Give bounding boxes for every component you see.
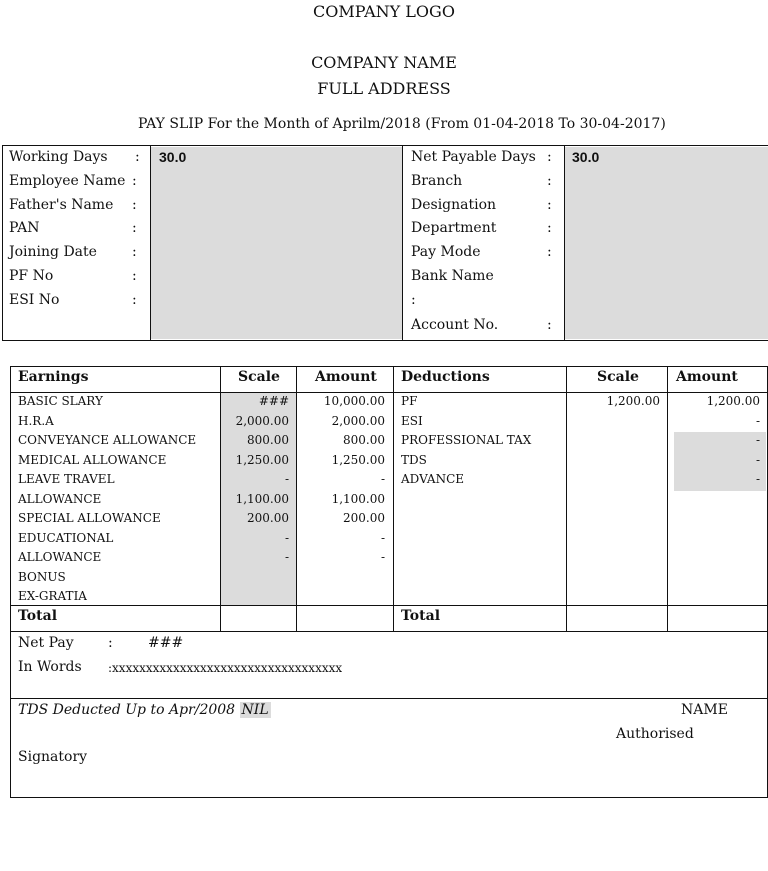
earnings-row-name: CONVEYANCE ALLOWANCE	[18, 433, 197, 447]
deductions-scale-header: Scale	[597, 369, 639, 385]
colon: :	[132, 268, 137, 284]
deductions-total-label: Total	[401, 608, 441, 624]
employee-left-values	[151, 147, 402, 339]
earnings-row-amount: 800.00	[343, 433, 385, 447]
in-words-label: In Words	[18, 659, 82, 675]
earnings-row-amount: -	[380, 472, 385, 486]
colon: :	[132, 292, 137, 308]
company-logo-text: COMPANY LOGO	[313, 2, 455, 21]
earnings-row-scale: -	[284, 531, 289, 545]
deductions-row-name: ADVANCE	[401, 472, 465, 486]
net-payable-days-label: Net Payable Days	[411, 149, 536, 165]
deductions-row-scale: 1,200.00	[606, 394, 660, 408]
earnings-scale-header: Scale	[238, 369, 280, 385]
working-days-value: 30.0	[159, 149, 187, 165]
employee-name-label: Employee Name	[9, 173, 126, 189]
tds-deducted-value: NIL	[241, 702, 269, 718]
earnings-total-label: Total	[18, 608, 58, 624]
colon: :	[132, 220, 137, 236]
colon: :	[547, 220, 552, 236]
earnings-row-amount: 200.00	[343, 511, 385, 525]
pan-label: PAN	[9, 220, 40, 236]
earnings-row-name: BONUS	[18, 570, 66, 584]
earnings-row-scale: 1,100.00	[235, 492, 289, 506]
account-no-label: Account No.	[411, 317, 499, 333]
pay-mode-label: Pay Mode	[411, 244, 481, 260]
deductions-row-name: ESI	[401, 414, 423, 428]
earnings-row-amount: 10,000.00	[323, 394, 385, 408]
colon: :	[547, 197, 552, 213]
earnings-row-name: ALLOWANCE	[18, 550, 102, 564]
deductions-amount-header: Amount	[676, 369, 738, 385]
net-payable-days-value: 30.0	[572, 149, 600, 165]
earnings-row-scale: 2,000.00	[235, 414, 289, 428]
earnings-row-amount: 1,100.00	[331, 492, 385, 506]
earnings-row-amount: -	[380, 531, 385, 545]
colon: :	[132, 173, 137, 189]
earnings-row-amount: 2,000.00	[331, 414, 385, 428]
colon: :	[132, 197, 137, 213]
earnings-row-name: SPECIAL ALLOWANCE	[18, 511, 161, 525]
colon: :	[547, 173, 552, 189]
deductions-row-name: PF	[401, 394, 418, 408]
earnings-row-name: BASIC SLARY	[18, 394, 103, 408]
in-words-value: :xxxxxxxxxxxxxxxxxxxxxxxxxxxxxxxxxx	[108, 661, 343, 675]
colon: :	[132, 244, 137, 260]
deductions-row-amount: 1,200.00	[706, 394, 760, 408]
esi-no-label: ESI No	[9, 292, 60, 308]
earnings-row-scale: 800.00	[247, 433, 289, 447]
working-days-label: Working Days	[9, 149, 108, 165]
earnings-row-scale: 200.00	[247, 511, 289, 525]
designation-label: Designation	[411, 197, 497, 213]
earnings-row-amount: 1,250.00	[331, 453, 385, 467]
company-address: FULL ADDRESS	[317, 79, 451, 98]
deductions-row-name: TDS	[401, 453, 427, 467]
earnings-row-name: LEAVE TRAVEL	[18, 472, 115, 486]
earnings-row-scale: -	[284, 550, 289, 564]
earnings-row-name: EDUCATIONAL	[18, 531, 114, 545]
earnings-row-name: H.R.A	[18, 414, 54, 428]
tds-deducted-label: TDS Deducted Up to Apr/2008	[18, 702, 236, 718]
authorised-label: Authorised	[616, 726, 694, 742]
net-pay-value: ###	[148, 635, 184, 651]
colon: :	[411, 292, 416, 308]
deductions-header: Deductions	[401, 369, 490, 385]
earnings-amount-header: Amount	[315, 369, 377, 385]
colon: :	[135, 149, 140, 165]
department-label: Department	[411, 220, 497, 236]
tds-deducted-text	[18, 702, 271, 718]
pay-slip-title: PAY SLIP For the Month of Aprilm/2018 (From 01-04-2018 To 30-04-2017)	[138, 116, 666, 132]
earnings-header: Earnings	[18, 369, 89, 385]
joining-date-label: Joining Date	[9, 244, 97, 260]
earnings-row-scale: 1,250.00	[235, 453, 289, 467]
deductions-row-amount: -	[755, 453, 760, 467]
earnings-row-scale: -	[284, 472, 289, 486]
signatory-label: Signatory	[18, 749, 88, 765]
earnings-row-amount: -	[380, 550, 385, 564]
branch-label: Branch	[411, 173, 463, 189]
earnings-row-name: ALLOWANCE	[18, 492, 102, 506]
colon: :	[547, 149, 552, 165]
colon: :	[547, 244, 552, 260]
net-pay-label: Net Pay	[18, 635, 74, 651]
net-pay-colon: :	[108, 635, 113, 651]
pf-no-label: PF No	[9, 268, 54, 284]
colon: :	[547, 317, 552, 333]
deductions-row-amount: -	[755, 414, 760, 428]
deductions-row-name: PROFESSIONAL TAX	[401, 433, 532, 447]
company-name: COMPANY NAME	[311, 53, 457, 72]
earnings-row-name: MEDICAL ALLOWANCE	[18, 453, 167, 467]
fathers-name-label: Father's Name	[9, 197, 114, 213]
deductions-row-amount: -	[755, 433, 760, 447]
earnings-row-name: EX-GRATIA	[18, 589, 87, 603]
bank-name-label: Bank Name	[411, 268, 494, 284]
earnings-row-scale: ###	[258, 394, 289, 408]
employee-right-values	[565, 147, 768, 339]
name-label: NAME	[681, 702, 728, 718]
deductions-row-amount: -	[755, 472, 760, 486]
